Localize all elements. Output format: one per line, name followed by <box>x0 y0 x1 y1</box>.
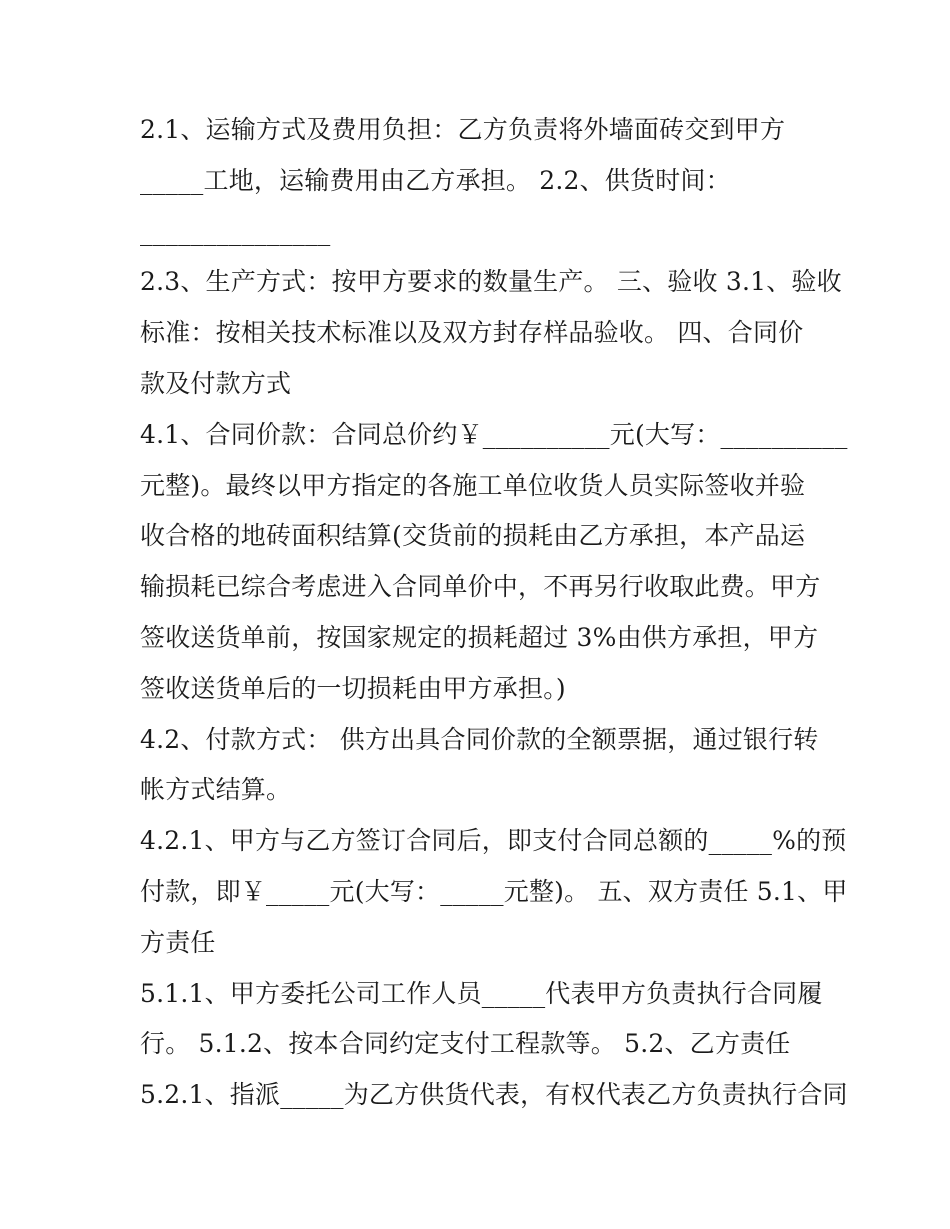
text-line: 帐方式结算。 <box>140 775 292 805</box>
text-line: 签收送货单前，按国家规定的损耗超过 3%由供方承担，甲方 <box>140 622 819 652</box>
text-line: 4.2.1、甲方与乙方签订合同后，即支付合同总额的_____%的预 <box>140 826 847 856</box>
text-line: _______________ <box>140 216 331 246</box>
text-line: 2.1、运输方式及费用负担：乙方负责将外墙面砖交到甲方 <box>140 115 786 144</box>
text-line: 4.2、付款方式： 供方出具合同价款的全额票据，通过银行转 <box>140 724 819 754</box>
text-line: 输损耗已综合考虑进入合同单价中，不再另行收取此费。甲方 <box>140 572 821 602</box>
text-line: 5.1.1、甲方委托公司工作人员_____代表甲方负责执行合同履 <box>140 978 823 1008</box>
text-line: 标准：按相关技术标准以及双方封存样品验收。 四、合同价 <box>140 318 804 348</box>
text-line: 款及付款方式 <box>140 368 292 398</box>
text-line: 收合格的地砖面积结算(交货前的损耗由乙方承担，本产品运 <box>140 521 806 551</box>
text-line: 4.1、合同价款：合同总价约￥__________元(大写：__________ <box>140 419 848 449</box>
text-line: 方责任 <box>140 927 216 957</box>
text-line: 元整)。最终以甲方指定的各施工单位收货人员实际签收并验 <box>140 470 806 500</box>
text-line: 5.2.1、指派_____为乙方供货代表，有权代表乙方负责执行合同 <box>140 1080 848 1110</box>
text-line: 行。 5.1.2、按本合同约定支付工程款等。 5.2、乙方责任 <box>140 1029 791 1059</box>
contract-text <box>140 105 848 1121</box>
text-line: _____工地，运输费用由乙方承担。 2.2、供货时间： <box>140 165 731 195</box>
text-line: 2.3、生产方式：按甲方要求的数量生产。 三、验收 3.1、验收 <box>140 267 842 297</box>
text-line: 付款，即￥_____元(大写：_____元整)。 五、双方责任 5.1、甲 <box>140 876 848 906</box>
text-line: 签收送货单后的一切损耗由甲方承担。) <box>140 673 566 703</box>
